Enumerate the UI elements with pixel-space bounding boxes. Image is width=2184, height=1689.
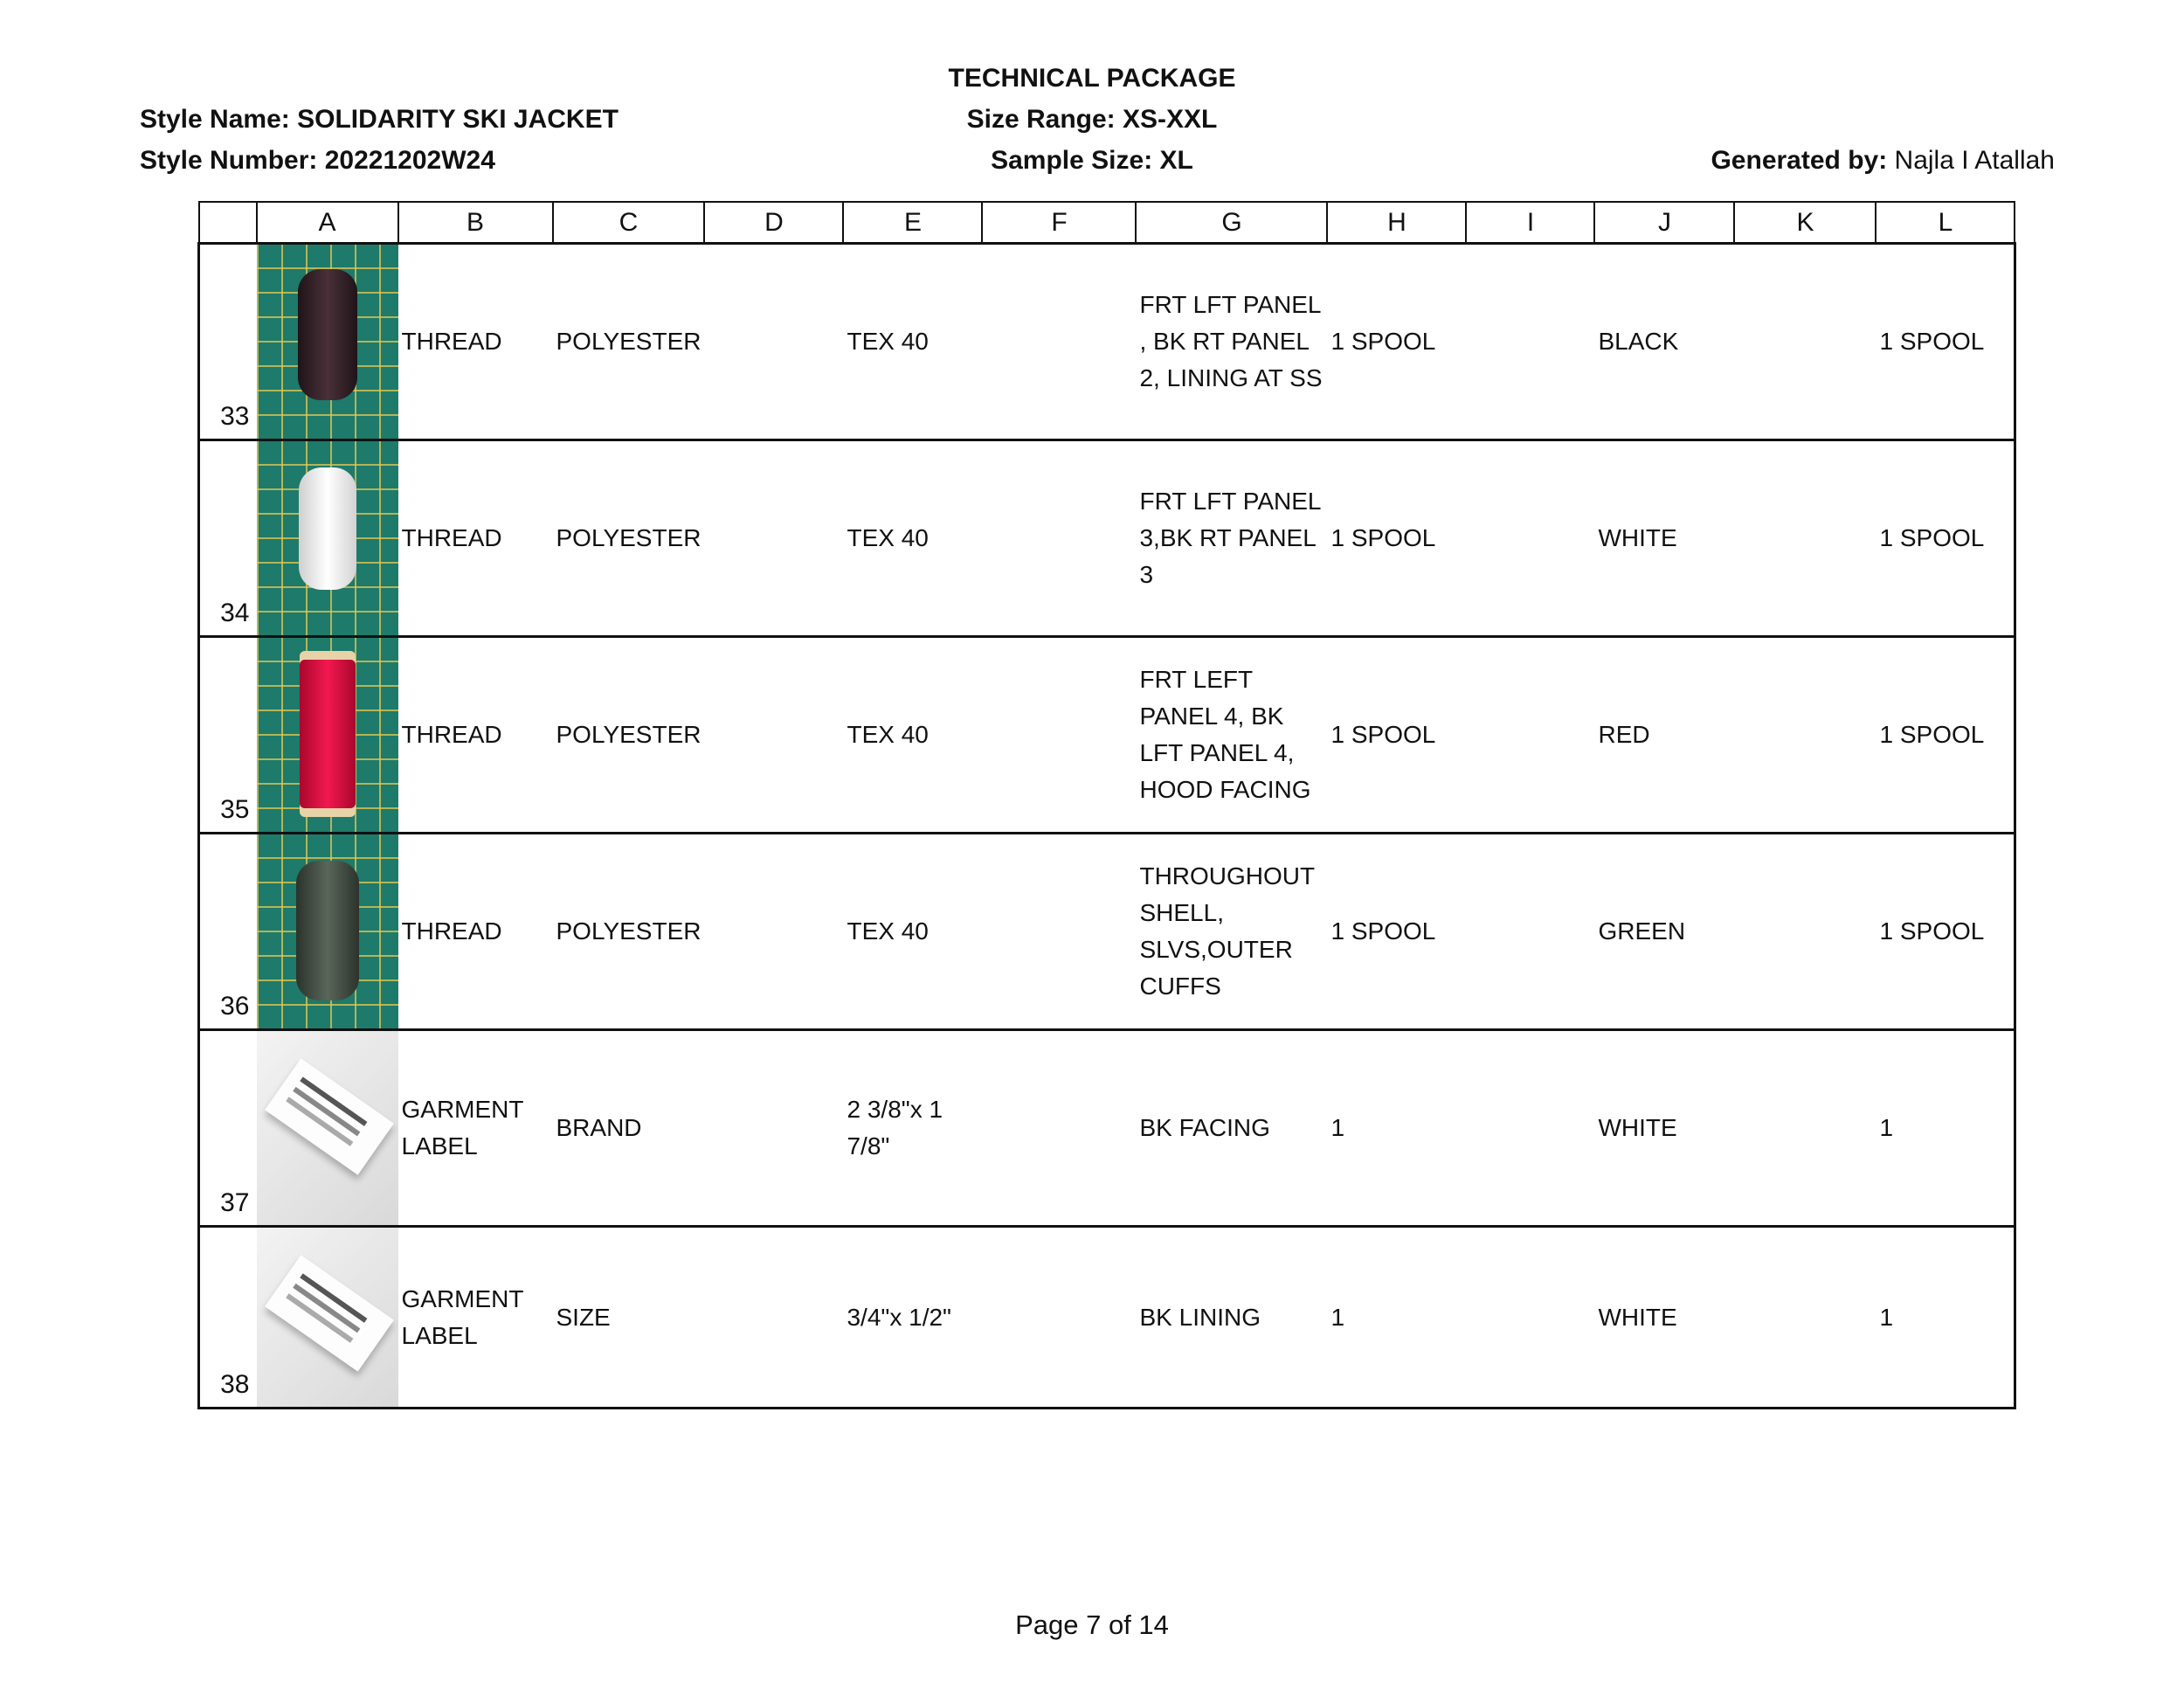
row-number: 34 (199, 440, 257, 637)
cell-e: TEX 40 (843, 244, 982, 440)
cell-g: BK LINING (1136, 1227, 1327, 1409)
thread-spool-white-photo (257, 441, 398, 635)
image-cell (257, 244, 398, 440)
style-name (140, 104, 619, 135)
cell-k (1734, 637, 1876, 834)
garment-label-photo (257, 1031, 398, 1225)
cell-g: BK FACING (1136, 1030, 1327, 1227)
row-number: 33 (199, 244, 257, 440)
cell-i (1466, 440, 1594, 637)
cell-b: GARMENT LABEL (398, 1227, 553, 1409)
image-cell (257, 637, 398, 834)
column-header: F (982, 202, 1136, 244)
cell-e: TEX 40 (843, 637, 982, 834)
cell-c: POLYESTER (553, 244, 705, 440)
cell-e: TEX 40 (843, 834, 982, 1030)
cell-g: THROUGHOUT SHELL, SLVS,OUTER CUFFS (1136, 834, 1327, 1030)
cell-i (1466, 1227, 1594, 1409)
row-number: 38 (199, 1227, 257, 1409)
cell-c: SIZE (553, 1227, 705, 1409)
cell-f (982, 637, 1136, 834)
cell-j: WHITE (1594, 1227, 1734, 1409)
cell-k (1734, 1227, 1876, 1409)
cell-k (1734, 1030, 1876, 1227)
image-cell (257, 1227, 398, 1409)
cell-l: 1 SPOOL (1876, 637, 2015, 834)
cell-k (1734, 244, 1876, 440)
cell-j: BLACK (1594, 244, 1734, 440)
cell-k (1734, 834, 1876, 1030)
style-number-label: Style Number: (140, 146, 318, 175)
cell-f (982, 440, 1136, 637)
thread-spool-green-photo (257, 834, 398, 1028)
generated-by (1711, 145, 2055, 177)
style-number-value: 20221202W24 (324, 146, 495, 175)
doc-title: TECHNICAL PACKAGE (948, 64, 1236, 93)
cell-j: WHITE (1594, 1030, 1734, 1227)
cell-e: 3/4"x 1/2" (843, 1227, 982, 1409)
row-number: 35 (199, 637, 257, 834)
cell-e: 2 3/8"x 1 7/8" (843, 1030, 982, 1227)
cell-b: THREAD (398, 244, 553, 440)
cell-c: POLYESTER (553, 440, 705, 637)
style-number (140, 145, 495, 177)
column-header: D (704, 202, 843, 244)
bom-table (197, 201, 2016, 1409)
cell-i (1466, 1030, 1594, 1227)
table-row (199, 244, 2015, 440)
sample-size-value: XL (1159, 146, 1193, 175)
column-header: K (1734, 202, 1876, 244)
sample-size (830, 145, 1354, 177)
cell-h: 1 SPOOL (1327, 834, 1466, 1030)
cell-f (982, 1030, 1136, 1227)
cell-h: 1 SPOOL (1327, 440, 1466, 637)
cell-h: 1 SPOOL (1327, 244, 1466, 440)
cell-b: GARMENT LABEL (398, 1030, 553, 1227)
cell-l: 1 (1876, 1030, 2015, 1227)
thread-spool-dark-photo (257, 245, 398, 439)
cell-d (704, 244, 843, 440)
cell-i (1466, 834, 1594, 1030)
generated-by-value: Najla I Atallah (1894, 146, 2055, 175)
cell-l: 1 (1876, 1227, 2015, 1409)
column-header: C (553, 202, 705, 244)
cell-l: 1 SPOOL (1876, 834, 2015, 1030)
cell-k (1734, 440, 1876, 637)
size-range-label: Size Range: (966, 105, 1116, 134)
cell-f (982, 834, 1136, 1030)
table-row (199, 440, 2015, 637)
image-cell (257, 1030, 398, 1227)
thread-spool-red-photo (257, 638, 398, 832)
cell-c: POLYESTER (553, 834, 705, 1030)
row-number: 37 (199, 1030, 257, 1227)
cell-d (704, 637, 843, 834)
cell-b: THREAD (398, 440, 553, 637)
cell-h: 1 (1327, 1030, 1466, 1227)
cell-h: 1 SPOOL (1327, 637, 1466, 834)
cell-j: RED (1594, 637, 1734, 834)
image-cell (257, 834, 398, 1030)
cell-c: BRAND (553, 1030, 705, 1227)
column-header: H (1327, 202, 1466, 244)
column-header: E (843, 202, 982, 244)
table-row (199, 637, 2015, 834)
cell-j: WHITE (1594, 440, 1734, 637)
table-row (199, 1227, 2015, 1409)
column-header: B (398, 202, 553, 244)
cell-d (704, 1227, 843, 1409)
cell-f (982, 244, 1136, 440)
cell-i (1466, 244, 1594, 440)
table-row (199, 834, 2015, 1030)
cell-g: FRT LFT PANEL 3,BK RT PANEL 3 (1136, 440, 1327, 637)
sample-size-label: Sample Size: (991, 146, 1153, 175)
size-range-value: XS-XXL (1123, 105, 1218, 134)
cell-b: THREAD (398, 834, 553, 1030)
cell-d (704, 834, 843, 1030)
cell-i (1466, 637, 1594, 834)
image-cell (257, 440, 398, 637)
cell-d (704, 1030, 843, 1227)
corner-cell (199, 202, 257, 244)
cell-h: 1 (1327, 1227, 1466, 1409)
column-header: I (1466, 202, 1594, 244)
column-header: A (257, 202, 398, 244)
column-header-row (199, 202, 2015, 244)
cell-e: TEX 40 (843, 440, 982, 637)
cell-l: 1 SPOOL (1876, 244, 2015, 440)
cell-j: GREEN (1594, 834, 1734, 1030)
cell-l: 1 SPOOL (1876, 440, 2015, 637)
page-number: Page 7 of 14 (1015, 1609, 1169, 1640)
cell-f (982, 1227, 1136, 1409)
column-header: J (1594, 202, 1734, 244)
cell-c: POLYESTER (553, 637, 705, 834)
cell-d (704, 440, 843, 637)
column-header: L (1876, 202, 2015, 244)
generated-by-label: Generated by: (1711, 146, 1888, 175)
cell-g: FRT LFT PANEL , BK RT PANEL 2, LINING AT SS (1136, 244, 1327, 440)
style-name-label: Style Name: (140, 105, 290, 134)
table-row (199, 1030, 2015, 1227)
size-range (830, 104, 1354, 135)
cell-b: THREAD (398, 637, 553, 834)
column-header: G (1136, 202, 1327, 244)
style-name-value: SOLIDARITY SKI JACKET (297, 105, 619, 134)
cell-g: FRT LEFT PANEL 4, BK LFT PANEL 4, HOOD FACING (1136, 637, 1327, 834)
garment-label-photo (257, 1228, 398, 1407)
row-number: 36 (199, 834, 257, 1030)
